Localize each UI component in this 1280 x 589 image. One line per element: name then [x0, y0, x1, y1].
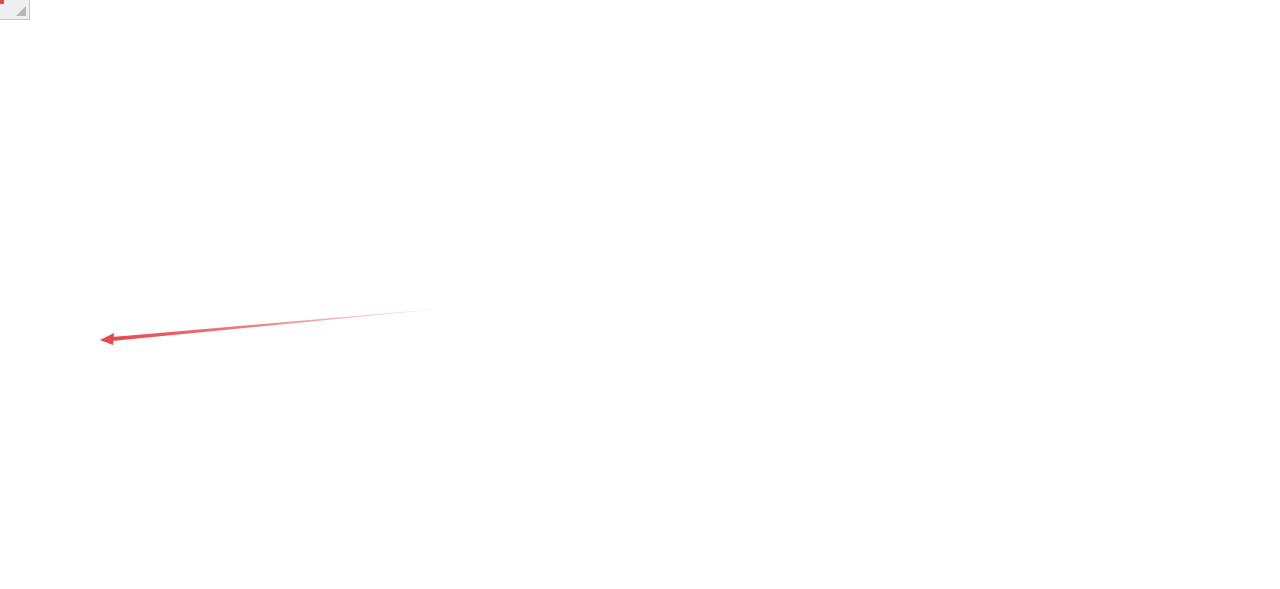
select-all-corner[interactable] [0, 0, 30, 20]
select-all-icon [16, 6, 26, 16]
sheet-title[interactable] [30, 21, 1076, 45]
arrow-head-icon [100, 333, 114, 345]
arrow-icon [112, 307, 460, 341]
